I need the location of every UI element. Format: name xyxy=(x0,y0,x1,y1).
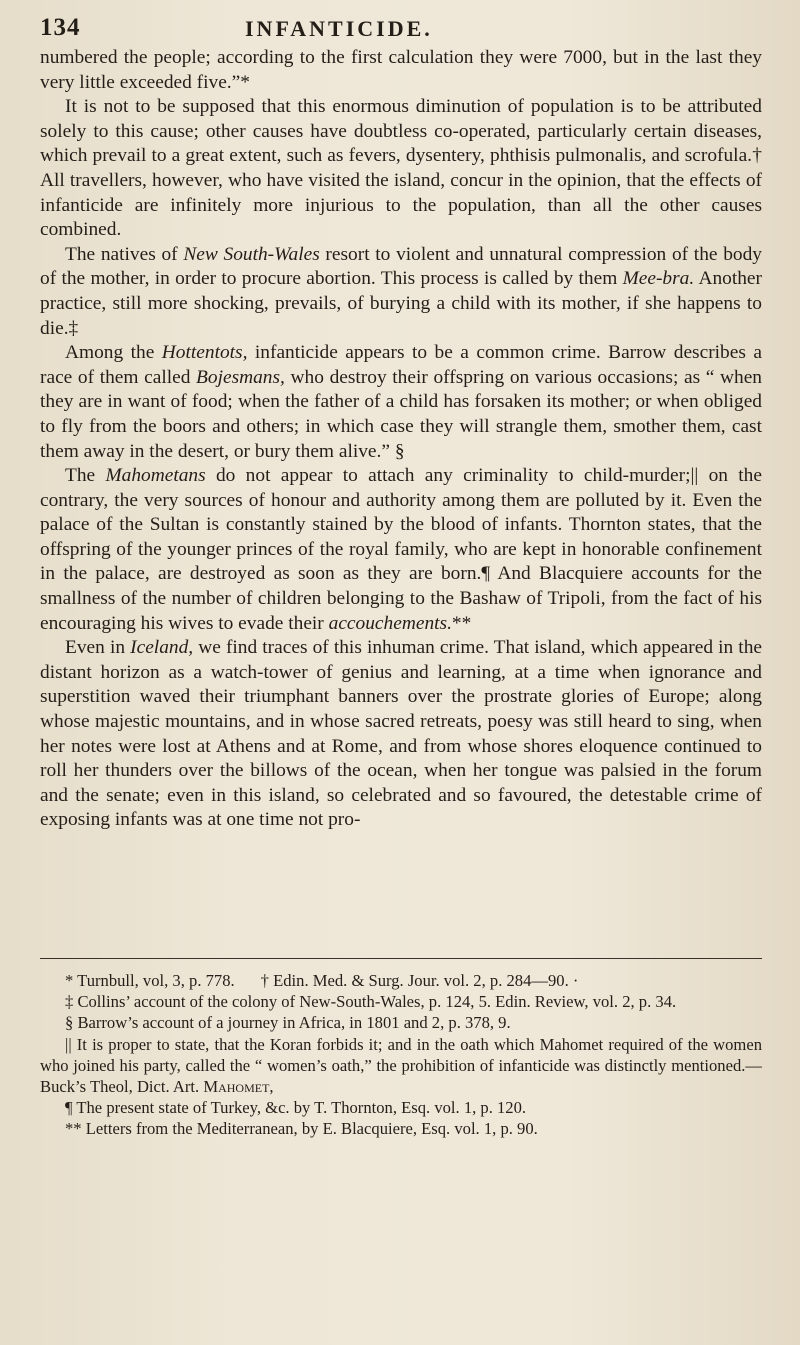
footnote-koran-end: , xyxy=(269,1077,274,1097)
footnotes xyxy=(40,970,762,1140)
italic-text: Bojesmans, xyxy=(196,366,285,388)
footnote-thornton: ¶ The present state of Turkey, &c. by T. Thornton, Esq. vol. 1, p. 120. xyxy=(65,1098,527,1118)
paragraph-text: Another practice, still more shocking, prevails, of burying a child with its mother, if she happens to die.‡ xyxy=(40,268,762,339)
footnote-edin-med: † Edin. Med. & Surg. Jour. vol. 2, p. 284—90. · xyxy=(260,971,579,990)
footnote-blacquiere: ** Letters from the Mediterranean, by E. Blacquiere, Esq. vol. 1, p. 90. xyxy=(65,1119,538,1139)
paragraph-text: resort to violent and unnatural compression of the body of the mother, in order to procure abortion. This process is called by them xyxy=(40,243,762,290)
footnote-koran-caps: Mahomet xyxy=(203,1077,270,1097)
body-paragraph xyxy=(40,243,762,341)
footnote-koran xyxy=(40,1034,762,1098)
paragraph-text: ** xyxy=(451,612,472,634)
paragraph-text: Among the xyxy=(65,342,162,364)
italic-text: Mahometans xyxy=(105,465,206,487)
body-text xyxy=(40,46,762,833)
paragraph-text: Even in xyxy=(65,637,131,659)
body-paragraph xyxy=(40,95,762,243)
footnote-rule xyxy=(40,958,762,959)
footnote-line xyxy=(40,970,762,991)
body-paragraph xyxy=(40,46,762,95)
body-paragraph xyxy=(40,341,762,464)
paragraph-text: do not appear to attach any criminality to child-murder;|| on the contrary, the very sources of honour and authority among them are polluted by it. Even the palace of the Sultan is constantly stained by the blood of infants. Thornton states, that the offspring of the younger princes of the royal family, who are kept in honorable confinement in the palace, are destroyed as soon as they are born.¶ And Blacquiere accounts for the smallness of the number of children belonging to the Bashaw of Tripoli, from the fact of his encouraging his wives to evade their xyxy=(40,465,762,634)
italic-text: Iceland, xyxy=(130,637,194,659)
italic-text: New South-Wales xyxy=(183,243,320,265)
footnote-turnbull: * Turnbull, vol, 3, p. 778. xyxy=(65,971,235,990)
paragraph-text: numbered the people; according to the first calculation they were 7000, but in the last they very little exceeded five.”* xyxy=(40,47,762,93)
footnote-barrow: § Barrow’s account of a journey in Africa, in 1801 and 2, p. 378, 9. xyxy=(65,1013,511,1033)
italic-text: Hottentots, xyxy=(161,342,248,364)
italic-text: accouchements. xyxy=(328,612,452,634)
italic-text: Mee-bra. xyxy=(622,268,695,290)
footnote-collins: ‡ Collins’ account of the colony of New-South-Wales, p. 124, 5. Edin. Review, vol. 2, p. 34. xyxy=(65,992,677,1012)
body-paragraph xyxy=(40,464,762,636)
paragraph-text: The natives of xyxy=(65,243,184,265)
body-paragraph xyxy=(40,636,762,833)
paragraph-text: who destroy their offspring on various occasions; as “ when they are in want of food; when the father of a child has forsaken its mother; or when obliged to fly from the boors and others; in which case they will strangle them, smother them, cast them away in the desert, or bury them alive.” § xyxy=(40,366,762,462)
running-head: INFANTICIDE. xyxy=(245,16,433,41)
page-header xyxy=(40,6,762,46)
page-number: 134 xyxy=(40,14,81,41)
paragraph-text: The xyxy=(65,465,106,487)
paragraph-text: It is not to be supposed that this enormous diminution of population is to be attributed solely to this cause; other causes have doubtless co-operated, particularly certain diseases, which prevail to a great extent, such as fevers, dysentery, phthisis pulmonalis, and scrofula.† All travellers, however, who have visited the island, concur in the opinion, that the effects of infanticide are infinitely more injurious to the population, than all the other causes combined. xyxy=(40,96,762,241)
paragraph-text: infanticide appears to be a common crime. Barrow describes a race of them called xyxy=(40,342,762,388)
paragraph-text: we find traces of this inhuman crime. That island, which appeared in the distant horizon as a watch-tower of genius and learning, at a time when ignorance and superstition waved their triumphant banners over the prostrate glories of Europe; along whose majestic mountains, and in whose sacred retreats, poesy was still heard to sing, when her notes were lost at Athens and at Rome, and from whose shores eloquence continued to roll her thunders over the billows of the ocean, when her tongue was palsied in the forum and the senate; even in this island, so celebrated and so favoured, the detestable crime of exposing infants was at one time not pro- xyxy=(40,637,762,831)
footnote-koran-text: || It is proper to state, that the Koran forbids it; and in the oath which Mahomet required of the women who joined his party, called the “ women’s oath,” the prohibition of infanticide was distinctly mentioned.—Buck’s Theol, Dict. Art. xyxy=(40,1034,762,1097)
